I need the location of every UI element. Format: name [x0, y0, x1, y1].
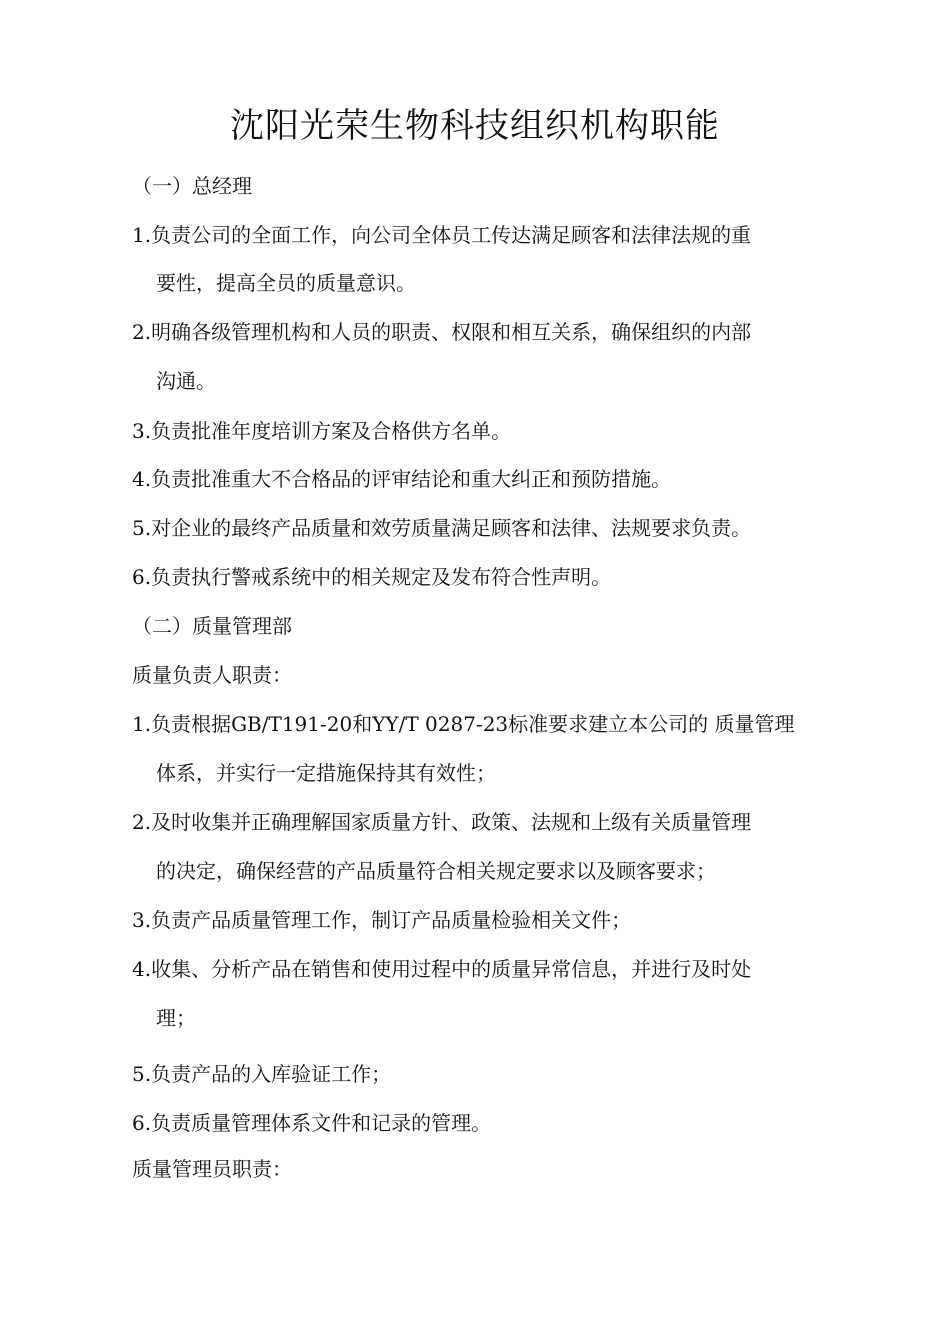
section-heading-quality-dept: （二）质量管理部: [132, 614, 292, 638]
list-item: 5.对企业的最终产品质量和效劳质量满足顾客和法律、法规要求负责。: [132, 516, 752, 540]
subheading-quality-admin: 质量管理员职责：: [132, 1157, 292, 1181]
list-item: 1.负责根据GB/T191-20和YY/T 0287-23标准要求建立本公司的 质量管理: [132, 712, 795, 736]
section-heading-general-manager: （一）总经理: [132, 174, 252, 198]
list-item-continuation: 理；: [156, 1006, 196, 1030]
list-item-continuation: 体系，并实行一定措施保持其有效性；: [156, 761, 496, 785]
list-item: 6.负责质量管理体系文件和记录的管理。: [132, 1111, 492, 1135]
list-item: 4.负责批准重大不合格品的评审结论和重大纠正和预防措施。: [132, 467, 672, 491]
list-item-continuation: 的决定，确保经营的产品质量符合相关规定要求以及顾客要求；: [156, 859, 716, 883]
list-item: 2.及时收集并正确理解国家质量方针、政策、法规和上级有关质量管理: [132, 810, 752, 834]
list-item: 4.收集、分析产品在销售和使用过程中的质量异常信息，并进行及时处: [132, 957, 752, 981]
list-item: 1.负责公司的全面工作，向公司全体员工传达满足顾客和法律法规的重: [132, 223, 752, 247]
list-item: 6.负责执行警戒系统中的相关规定及发布符合性声明。: [132, 565, 612, 589]
list-item: 5.负责产品的入库验证工作；: [132, 1062, 392, 1086]
list-item: 3.负责产品质量管理工作，制订产品质量检验相关文件；: [132, 908, 632, 932]
list-item: 3.负责批准年度培训方案及合格供方名单。: [132, 419, 512, 443]
list-item-continuation: 要性，提高全员的质量意识。: [156, 271, 416, 295]
list-item-continuation: 沟通。: [156, 369, 216, 393]
subheading-quality-lead: 质量负责人职责：: [132, 663, 292, 687]
list-item: 2.明确各级管理机构和人员的职责、权限和相互关系，确保组织的内部: [132, 320, 752, 344]
page-title: 沈阳光荣生物科技组织机构职能: [230, 106, 720, 146]
